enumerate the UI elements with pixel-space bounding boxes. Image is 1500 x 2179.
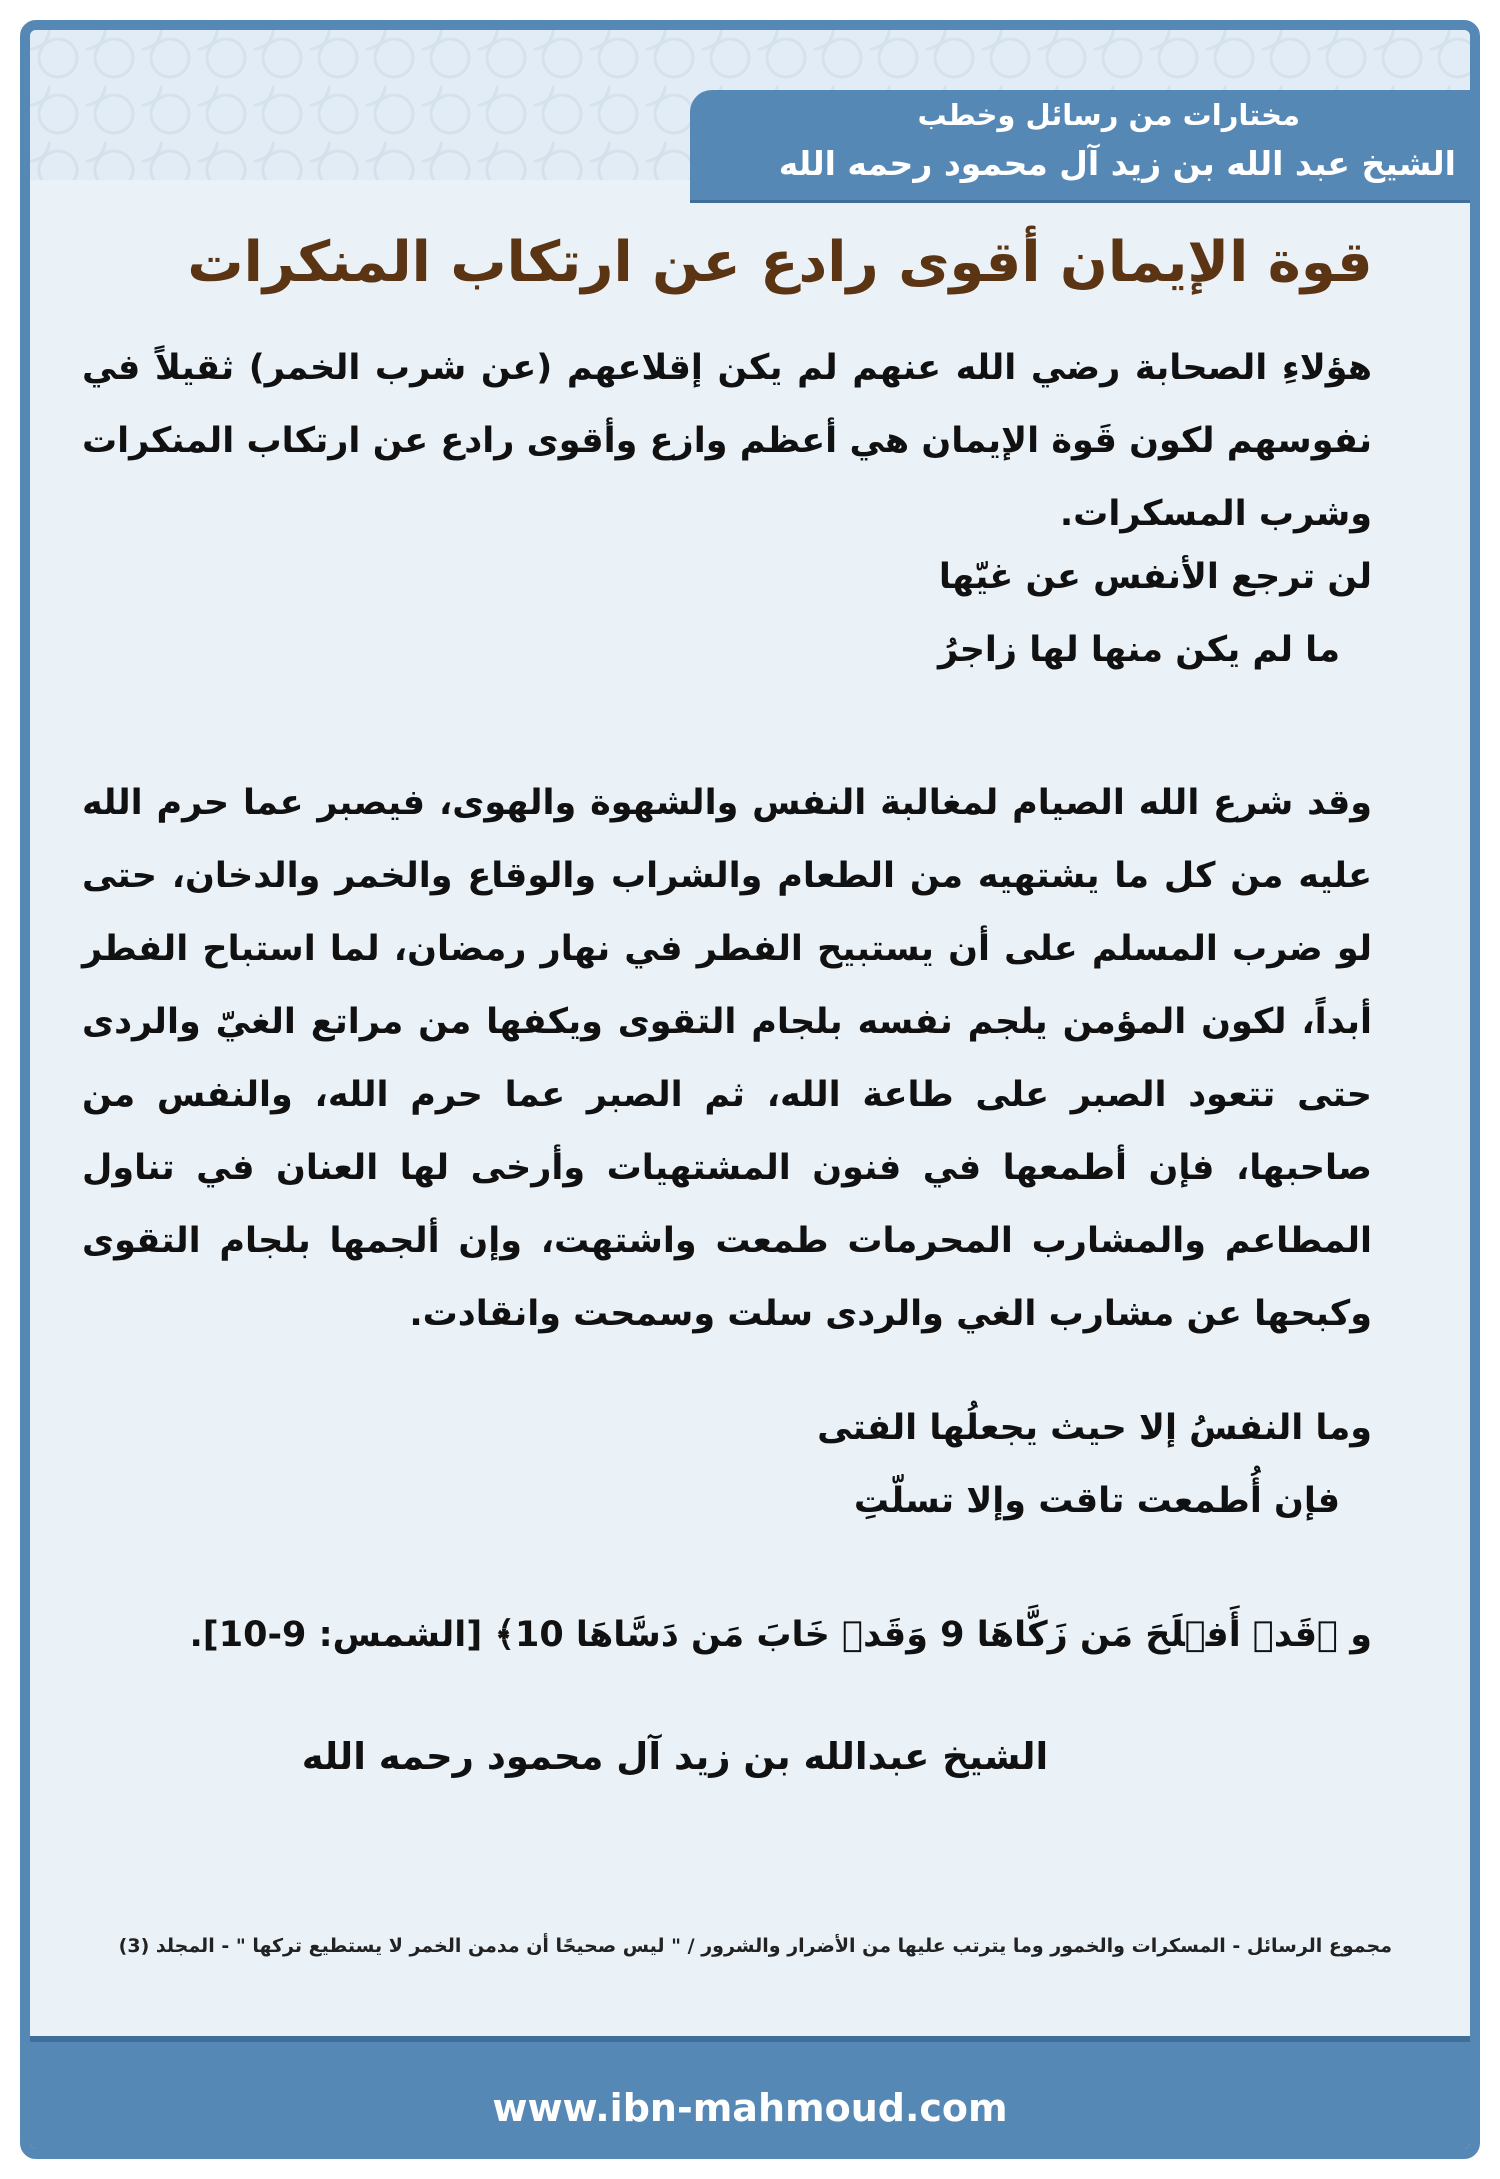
poem-2-line-2: فإن أُطمعت تاقت وإلا تسلّتِ — [853, 1481, 1340, 1521]
website-link[interactable]: www.ibn-mahmoud.com — [492, 2086, 1008, 2130]
poem-2-line-1: وما النفسُ إلا حيث يجعلُها الفتى — [817, 1408, 1372, 1448]
poem-1-line-2: ما لم يكن منها لها زاجرُ — [937, 630, 1340, 670]
poem-1-line-1: لن ترجع الأنفس عن غيّها — [938, 557, 1372, 597]
paragraph-2: وقد شرع الله الصيام لمغالبة النفس والشهوة والهوى، فيصبر عما حرم الله عليه من كل ما يشتهيه من الطعام والشراب والوقاع والخمر والدخان، حتى لو ضرب المسلم على أن يستبيح الفطر في نهار رمضان، لما استباح الفطر أبداً، لكون المؤمن يلجم نفسه بلجام التقوى ويكفها من مراتع الغيّ والردى حتى تتعود الصبر على طاعة الله، ثم الصبر عما حرم الله، والنفس من صاحبها، فإن أطمعها في فنون المشتهيات وأرخى لها العنان في تناول المطاعم والمشارب المحرمات طمعت واشتهت، وإن ألجمها بلجام التقوى وكبحها عن مشارب الغي والردى سلت وسمحت وانقادت. — [82, 783, 1372, 1334]
signature: الشيخ عبدالله بن زيد آل محمود رحمه الله — [301, 1735, 1049, 1778]
page-frame — [20, 20, 1480, 2159]
article-title: قوة الإيمان أقوى رادع عن ارتكاب المنكرات — [187, 230, 1373, 295]
header-banner — [690, 90, 1470, 200]
footer-bar — [30, 2036, 1470, 2149]
header-subtitle: مختارات من رسائل وخطب — [917, 98, 1300, 132]
source-citation: مجموع الرسائل - المسكرات والخمور وما يترتب عليها من الأضرار والشرور / " ليس صحيحًا أن مدمن الخمر لا يستطيع تركها " - المجلد (3) — [118, 1935, 1392, 1957]
quran-verse: و ﴿قَدۡ أَفۡلَحَ مَن زَكَّاهَا 9 وَقَدۡ خَابَ مَن دَسَّاهَا 10﴾ [الشمس: 9-10]. — [189, 1615, 1372, 1655]
footer-divider — [30, 2036, 1470, 2042]
paragraph-1: هؤلاءِ الصحابة رضي الله عنهم لم يكن إقلاعهم (عن شرب الخمر) ثقيلاً في نفوسهم لكون قَوة الإيمان هي أعظم وازع وأقوى رادع عن ارتكاب المنكرات وشرب المسكرات. — [82, 348, 1372, 534]
header-author: الشيخ عبد الله بن زيد آل محمود رحمه الله — [778, 144, 1456, 183]
